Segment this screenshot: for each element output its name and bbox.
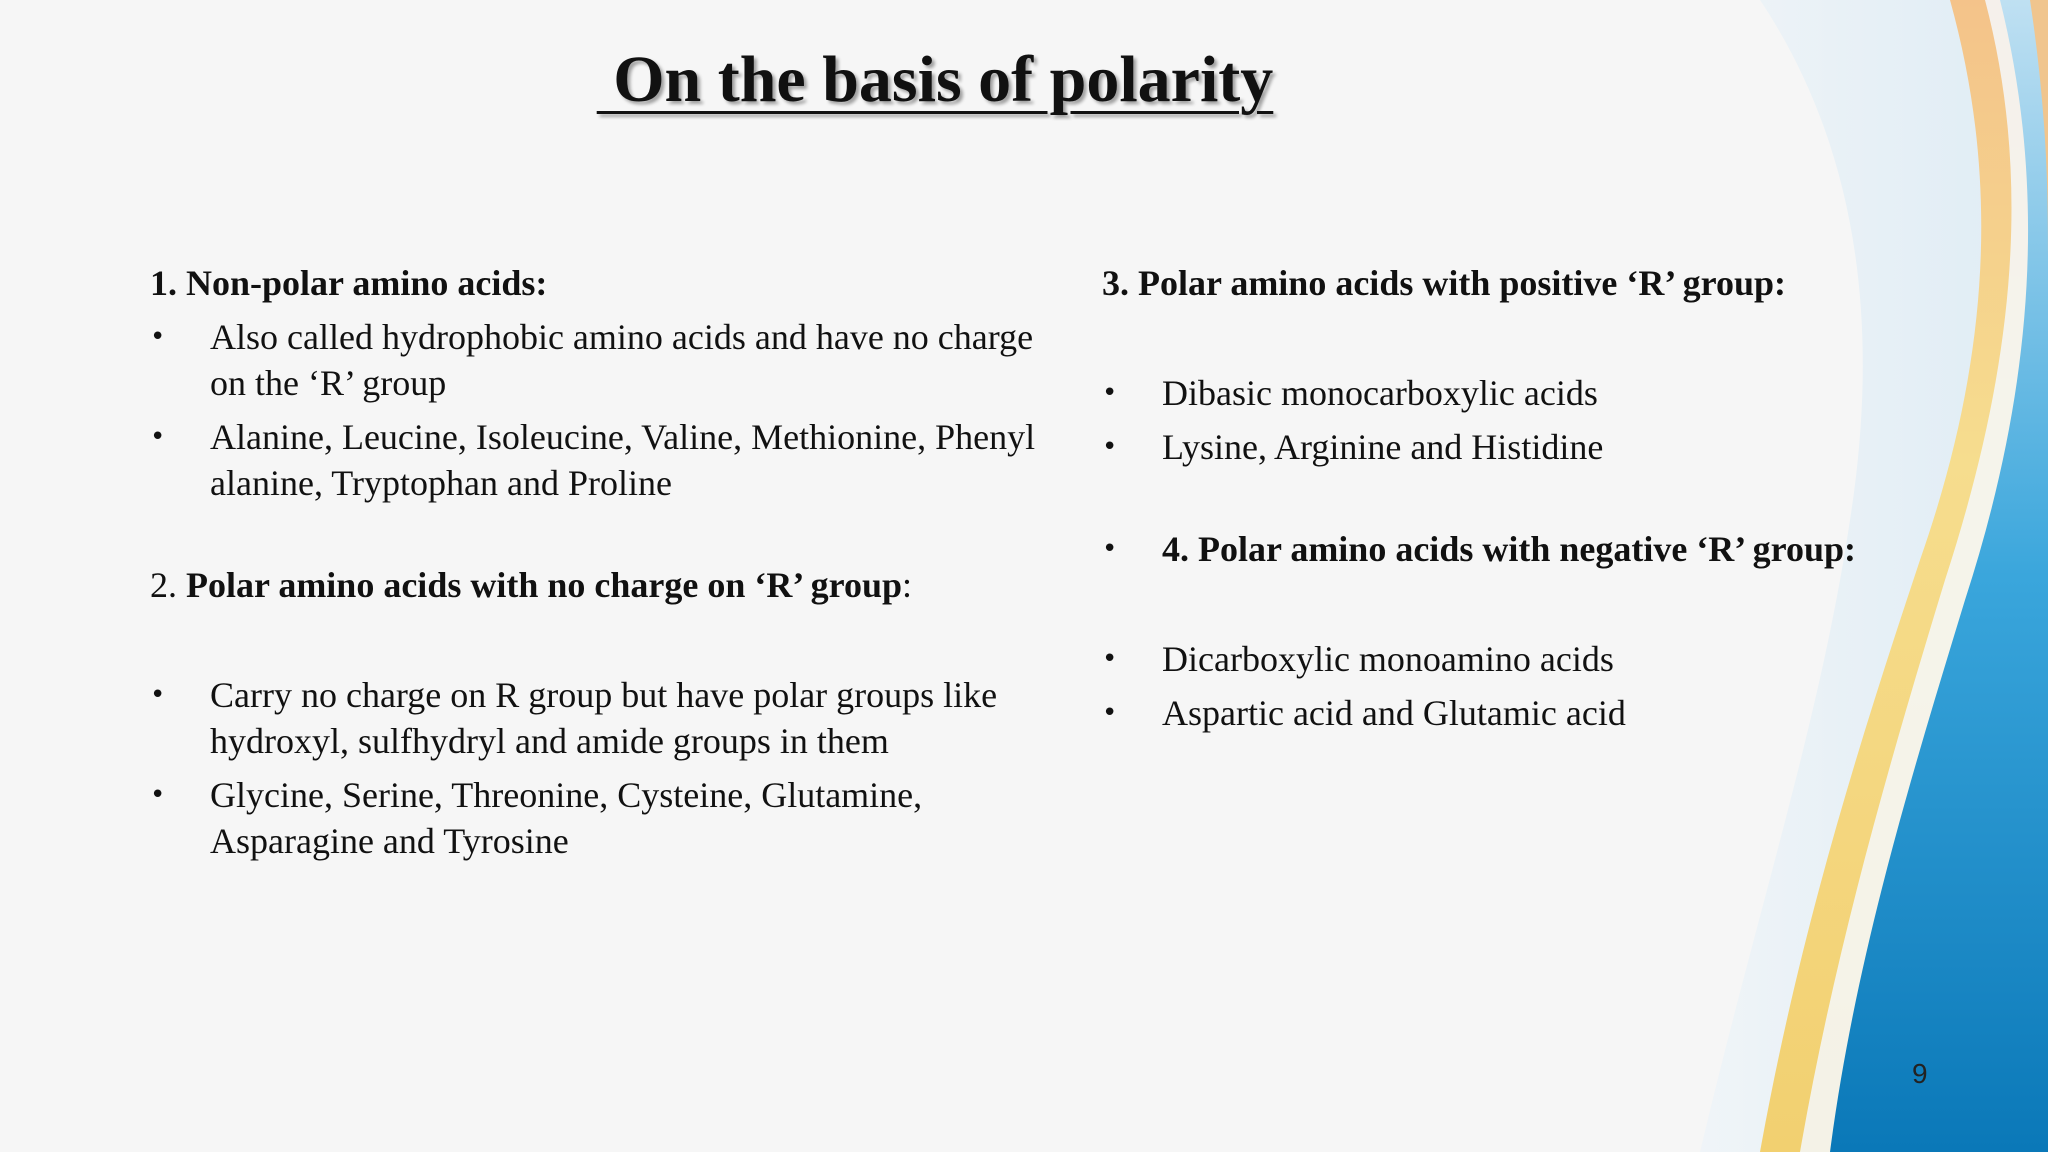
list-item: • Also called hydrophobic amino acids and have no charge on the ‘R’ group <box>150 314 1050 406</box>
bullet-icon: • <box>1102 644 1118 674</box>
right-column <box>1102 260 2002 736</box>
bullet-icon: • <box>150 422 166 452</box>
list-item: • Dicarboxylic monoamino acids <box>1102 636 2002 682</box>
bullet-icon: • <box>1102 378 1118 408</box>
bullet-icon: • <box>150 680 166 710</box>
bullet-icon: • <box>1102 698 1118 728</box>
section-heading-polar-no-charge: 2. Polar amino acids with no charge on ‘R’ group: <box>150 565 913 605</box>
section-heading-polar-negative: • 4. Polar amino acids with negative ‘R’ group: <box>1102 526 2002 572</box>
list-item: • Glycine, Serine, Threonine, Cysteine, Glutamine, Asparagine and Tyrosine <box>150 772 1050 864</box>
bullet-icon: • <box>1102 534 1118 564</box>
list-item: • Lysine, Arginine and Histidine <box>1102 424 2002 470</box>
left-column <box>150 260 1050 864</box>
slide-title: On the basis of polarity <box>596 43 1274 116</box>
bullet-icon: • <box>1102 432 1118 462</box>
list-item: • Alanine, Leucine, Isoleucine, Valine, Methionine, Phenyl alanine, Tryptophan and Proline <box>150 414 1050 506</box>
section-heading-polar-positive: 3. Polar amino acids with positive ‘R’ group: <box>1102 263 1787 303</box>
list-item: • Carry no charge on R group but have polar groups like hydroxyl, sulfhydryl and amide groups in them <box>150 672 1050 764</box>
page-number: 9 <box>1912 1058 1928 1089</box>
list-item: • Aspartic acid and Glutamic acid <box>1102 690 2002 736</box>
list-item: • Dibasic monocarboxylic acids <box>1102 370 2002 416</box>
bullet-icon: • <box>150 322 166 352</box>
section-heading-non-polar: 1. Non-polar amino acids: <box>150 263 548 303</box>
bullet-icon: • <box>150 780 166 810</box>
